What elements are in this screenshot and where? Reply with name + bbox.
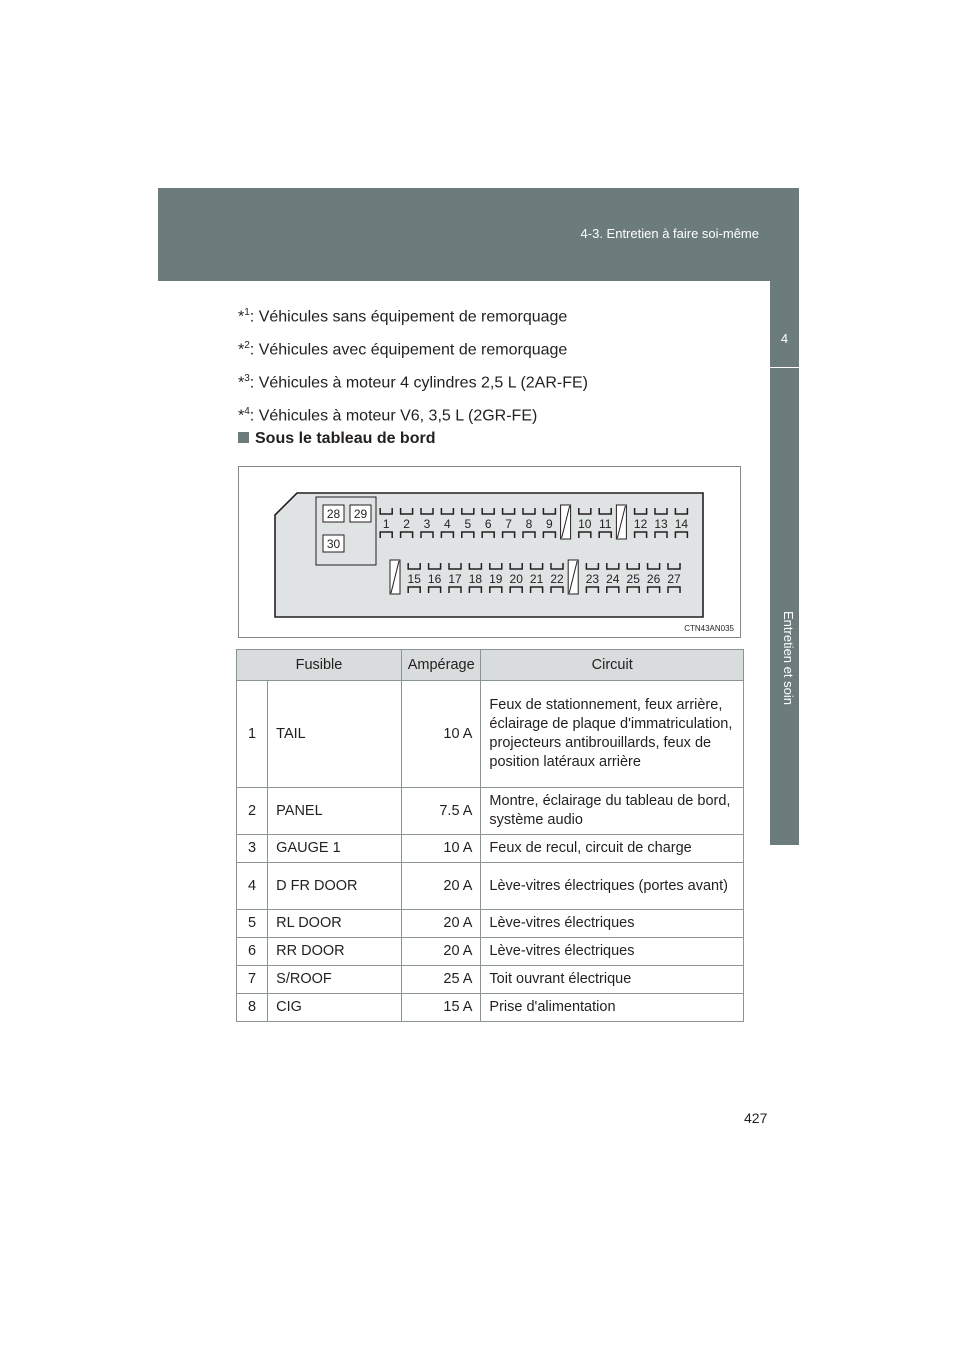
fuse-circuit: Lève-vitres électriques	[481, 938, 744, 966]
fuse-box-diagram	[238, 466, 741, 638]
fuse-number-label: 27	[667, 572, 681, 586]
column-header-circuit: Circuit	[481, 650, 744, 681]
table-header-row	[237, 650, 744, 681]
fuse-number-label: 14	[674, 517, 689, 531]
fuse-circuit: Feux de stationnement, feux arrière, éclairage de plaque d'immatriculation, projecteurs antibrouillards, feux de position latéraux arrière	[481, 681, 744, 788]
relay-label: 30	[326, 537, 341, 551]
fuse-number-label: 9	[546, 517, 553, 531]
fuse-number-label: 2	[403, 517, 410, 531]
fuse-circuit: Montre, éclairage du tableau de bord, système audio	[481, 788, 744, 835]
column-header-amperage: Ampérage	[401, 650, 480, 681]
fuse-number: 2	[237, 788, 268, 835]
footnote: *$^4$: Véhicules à moteur V6, 3,5 L (2GR-FE)	[238, 406, 538, 425]
fuse-name: TAIL	[268, 681, 402, 788]
relay-label: 28	[326, 507, 341, 521]
relay-label: 29	[353, 507, 368, 521]
fuse-number-label: 17	[448, 572, 462, 586]
chapter-tab-divider	[770, 367, 799, 368]
fuse-amperage: 10 A	[401, 681, 480, 788]
footnote: *$^2$: Véhicules avec équipement de remorquage	[238, 340, 568, 359]
table-row	[237, 994, 744, 1022]
chapter-tab	[770, 281, 799, 845]
fuse-number-label: 19	[489, 572, 503, 586]
fuse-number-label: 11	[598, 517, 612, 531]
column-header-fuse: Fusible	[237, 650, 402, 681]
fuse-circuit: Toit ouvrant électrique	[481, 966, 744, 994]
footnotes	[238, 302, 588, 434]
fuse-number: 4	[237, 863, 268, 910]
fuse-number: 3	[237, 835, 268, 863]
fuse-name: RR DOOR	[268, 938, 402, 966]
fuse-number-label: 10	[578, 517, 592, 531]
fuse-amperage: 10 A	[401, 835, 480, 863]
fuse-number-label: 13	[654, 517, 668, 531]
fuse-number: 8	[237, 994, 268, 1022]
table-row	[237, 835, 744, 863]
square-bullet-icon	[238, 432, 249, 443]
fuse-number-label: 1	[382, 517, 390, 531]
fuse-amperage: 20 A	[401, 863, 480, 910]
fuse-number-label: 7	[505, 517, 512, 531]
fuse-circuit: Lève-vitres électriques	[481, 910, 744, 938]
table-row	[237, 681, 744, 788]
fuse-number-label: 5	[464, 517, 472, 531]
fuse-name: D FR DOOR	[268, 863, 402, 910]
fuse-number-label: 3	[423, 517, 431, 531]
fuse-name: RL DOOR	[268, 910, 402, 938]
fuse-number-label: 23	[585, 572, 600, 586]
footnote: *$^1$: Véhicules sans équipement de remorquage	[238, 307, 568, 326]
fuse-circuit: Prise d'alimentation	[481, 994, 744, 1022]
chapter-title: Entretien et soin	[781, 611, 796, 705]
figure-code: CTN43AN035	[684, 624, 734, 633]
fuse-circuit: Lève-vitres électriques (portes avant)	[481, 863, 744, 910]
fuse-name: S/ROOF	[268, 966, 402, 994]
fuse-number-label: 15	[407, 572, 421, 586]
fuse-number-label: 16	[427, 572, 442, 586]
fuse-number: 1	[237, 681, 268, 788]
fuse-amperage: 20 A	[401, 938, 480, 966]
fuse-amperage: 7.5 A	[401, 788, 480, 835]
table-row	[237, 863, 744, 910]
table-row	[237, 938, 744, 966]
header-bar	[158, 188, 799, 281]
fuse-number-label: 20	[509, 572, 523, 586]
fuse-number-label: 22	[550, 572, 564, 586]
fuse-number-label: 24	[606, 572, 620, 586]
fuse-amperage: 15 A	[401, 994, 480, 1022]
page-number: 427	[744, 1110, 768, 1126]
fuse-number: 6	[237, 938, 268, 966]
fuse-name: PANEL	[268, 788, 402, 835]
fuse-number: 5	[237, 910, 268, 938]
table-row	[237, 788, 744, 835]
section-title: 4-3. Entretien à faire soi-même	[580, 226, 759, 241]
fuse-number-label: 8	[525, 517, 533, 531]
fuse-number-label: 6	[484, 517, 492, 531]
fuse-box-drawing	[239, 467, 740, 637]
fuse-number-label: 18	[468, 572, 483, 586]
fuse-amperage: 20 A	[401, 910, 480, 938]
section-heading: Sous le tableau de bord	[238, 430, 435, 448]
table-row	[237, 910, 744, 938]
footnote: *$^3$: Véhicules à moteur 4 cylindres 2,5 L (2AR-FE)	[238, 373, 589, 392]
fuse-name: CIG	[268, 994, 402, 1022]
fuse-table	[236, 649, 744, 1022]
chapter-number: 4	[780, 331, 789, 346]
fuse-name: GAUGE 1	[268, 835, 402, 863]
fuse-number: 7	[237, 966, 268, 994]
fuse-circuit: Feux de recul, circuit de charge	[481, 835, 744, 863]
fuse-number-label: 25	[626, 572, 640, 586]
fuse-amperage: 25 A	[401, 966, 480, 994]
fuse-number-label: 4	[444, 517, 451, 531]
fuse-number-label: 26	[646, 572, 661, 586]
fuse-number-label: 12	[633, 517, 648, 531]
fuse-number-label: 21	[529, 572, 544, 586]
table-row	[237, 966, 744, 994]
